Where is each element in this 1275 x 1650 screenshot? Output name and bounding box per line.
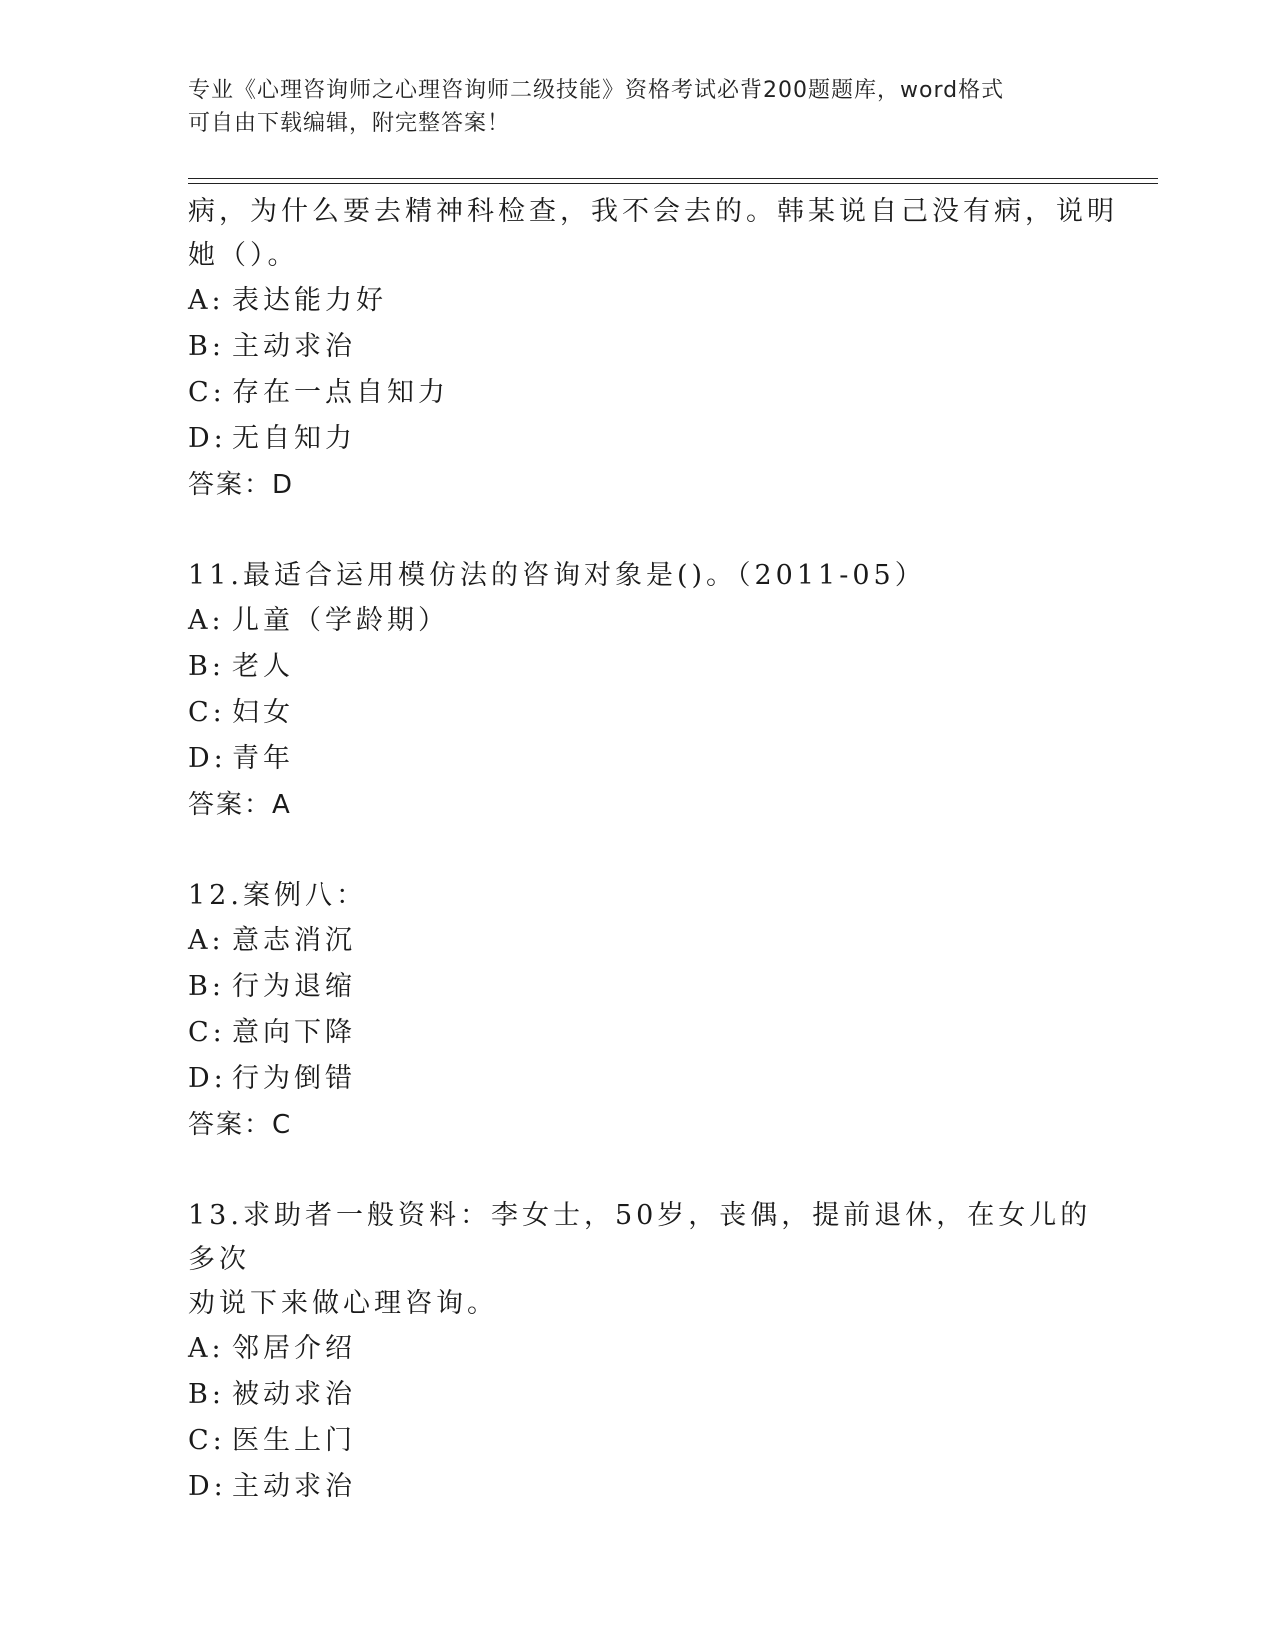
- option-a: [188, 1326, 1118, 1372]
- question-text-line: 她（）。: [188, 240, 299, 271]
- question-text-line: 劝说下来做心理咨询。: [188, 1288, 498, 1319]
- option-letter: D:: [188, 1063, 227, 1094]
- option-text: 妇女: [232, 697, 294, 728]
- question-gap: [188, 508, 1118, 554]
- option-b: [188, 644, 1118, 690]
- question-text-line: 11.最适合运用模仿法的咨询对象是()。（2011-05）: [188, 560, 926, 591]
- option-text: 邻居介绍: [232, 1333, 356, 1364]
- option-c: [188, 1418, 1118, 1464]
- option-d: [188, 736, 1118, 782]
- option-letter: C:: [188, 377, 226, 408]
- option-letter: A:: [188, 605, 225, 636]
- option-c: [188, 690, 1118, 736]
- option-a: [188, 278, 1118, 324]
- header-rule-top: [188, 178, 1158, 179]
- option-letter: A:: [188, 925, 225, 956]
- question-text-line: 病，为什么要去精神科检查，我不会去的。韩某说自己没有病，说明: [188, 196, 1118, 227]
- option-text: 行为倒错: [232, 1063, 356, 1094]
- option-text: 医生上门: [232, 1425, 356, 1456]
- option-text: 意向下降: [232, 1017, 356, 1048]
- option-b: [188, 964, 1118, 1010]
- header-rule-bottom: [188, 183, 1158, 184]
- question-list: [188, 190, 1118, 1510]
- option-letter: B:: [188, 971, 225, 1002]
- answer: 答案：A: [188, 790, 292, 820]
- option-text: 青年: [232, 743, 294, 774]
- option-text: 儿童（学龄期）: [232, 605, 449, 636]
- option-letter: C:: [188, 1017, 226, 1048]
- question-text: [188, 874, 1118, 918]
- question-12: [188, 874, 1118, 1148]
- question-text: [188, 554, 1118, 598]
- answer: 答案：C: [188, 1110, 293, 1140]
- option-text: 意志消沉: [232, 925, 356, 956]
- option-text: 行为退缩: [232, 971, 356, 1002]
- question-gap: [188, 1148, 1118, 1194]
- question-text-line: 13.求助者一般资料：李女士，50岁，丧偶，提前退休，在女儿的多次: [188, 1200, 1092, 1275]
- option-text: 老人: [232, 651, 294, 682]
- option-c: [188, 370, 1118, 416]
- question-text: [188, 1194, 1118, 1326]
- option-d: [188, 1464, 1118, 1510]
- option-letter: A:: [188, 285, 225, 316]
- document-header: [188, 74, 1088, 140]
- option-b: [188, 1372, 1118, 1418]
- question-10: [188, 190, 1118, 508]
- option-text: 表达能力好: [232, 285, 387, 316]
- question-11: [188, 554, 1118, 828]
- option-text: 主动求治: [232, 1471, 356, 1502]
- option-letter: C:: [188, 697, 226, 728]
- option-letter: B:: [188, 1379, 225, 1410]
- option-text: 存在一点自知力: [232, 377, 449, 408]
- option-text: 主动求治: [232, 331, 356, 362]
- option-letter: C:: [188, 1425, 226, 1456]
- option-letter: D:: [188, 743, 227, 774]
- header-line-1: 专业《心理咨询师之心理咨询师二级技能》资格考试必背200题题库，word格式: [188, 78, 1005, 103]
- option-c: [188, 1010, 1118, 1056]
- question-gap: [188, 828, 1118, 874]
- option-letter: B:: [188, 651, 225, 682]
- question-text-line: 12.案例八：: [188, 880, 367, 911]
- option-text: 无自知力: [232, 423, 356, 454]
- header-line-2: 可自由下载编辑，附完整答案！: [188, 111, 511, 136]
- option-letter: A:: [188, 1333, 225, 1364]
- option-b: [188, 324, 1118, 370]
- answer: 答案：D: [188, 470, 295, 500]
- option-letter: B:: [188, 331, 225, 362]
- option-letter: D:: [188, 1471, 227, 1502]
- option-d: [188, 1056, 1118, 1102]
- option-a: [188, 918, 1118, 964]
- question-13: [188, 1194, 1118, 1510]
- question-text: [188, 190, 1118, 278]
- option-d: [188, 416, 1118, 462]
- option-a: [188, 598, 1118, 644]
- option-text: 被动求治: [232, 1379, 356, 1410]
- option-letter: D:: [188, 423, 227, 454]
